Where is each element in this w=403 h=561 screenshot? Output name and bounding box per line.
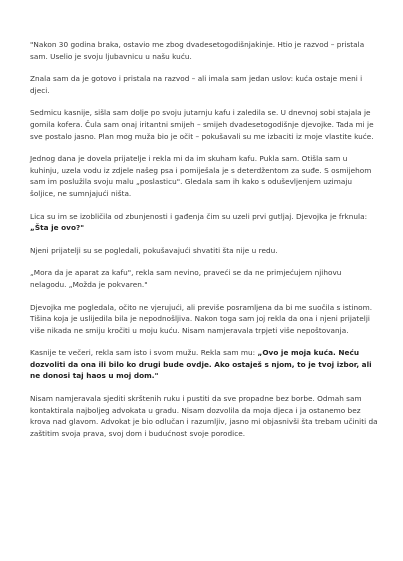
paragraph-4: Jednog dana je dovela prijatelje i rekla mi da im skuham kafu. Pukla sam. Otišla sam u kuhinju, uzela vodu iz zdjele našeg psa i pomiješala je s deterdžentom za suđe. S osmijehom sam im poslužila svoju malu „poslasticu". Gledala sam ih kako s oduševljenjem uzimaju šoljice, ne sumnjajući ništa. xyxy=(30,154,372,198)
paragraph-8: Djevojka me pogledala, očito ne vjerujući, ali previše posramljena da bi me suočila s istinom. Tišina koja je uslijedila bila je nepodnošljiva. Nakon toga sam joj rekla da ona i njeni prijatelji više nikada ne smiju kročiti u moju kuću. Nisam namjeravala trpjeti više nepoštovanja. xyxy=(30,302,373,335)
paragraph-5 xyxy=(30,211,378,234)
paragraph-9-text: Kasnije te večeri, rekla sam isto i svom mužu. Rekla sam mu: xyxy=(30,348,258,358)
paragraph-2: Znala sam da je gotovo i pristala na razvod – ali imala sam jedan uslov: kuća ostaje meni i djeci. xyxy=(30,74,363,95)
paragraph-9 xyxy=(30,347,378,382)
paragraph-9-quote: „Ovo je moja kuća. Neću dozvoliti da ona ili bilo ko drugi bude ovdje. Ako ostaješ s njom, to je tvoj izbor, ali ne donosi taj haos u moj dom." xyxy=(30,348,372,381)
paragraph-6: Njeni prijatelji su se pogledali, pokušavajući shvatiti šta nije u redu. xyxy=(30,245,278,255)
paragraph-1: "Nakon 30 godina braka, ostavio me zbog dvadesetogodišnjakinje. Htio je razvod – pristala sam. Uselio je svoju ljubavnicu u našu kuću. xyxy=(30,40,365,61)
paragraph-5-quote: „Šta je ovo?" xyxy=(30,223,85,233)
paragraph-10: Nisam namjeravala sjediti skrštenih ruku i pustiti da sve propadne bez borbe. Odmah sam kontaktirala najboljeg advokata u gradu. Nisam dozvolila da moja djeca i ja ostanemo bez krova nad glavom. Advokat je bio odlučan i razumljiv, jasno mi objasnivši šta trebam učiniti da zaštitim svoja prava, svoj dom i budućnost svoje porodice. xyxy=(30,394,378,438)
article-body xyxy=(30,39,378,450)
paragraph-7: „Mora da je aparat za kafu", rekla sam nevino, praveći se da ne primjećujem njihovu nelagodu. „Možda je pokvaren." xyxy=(30,268,342,289)
paragraph-3: Sedmicu kasnije, sišla sam dolje po svoju jutarnju kafu i zaledila se. U dnevnoj sobi stajala je gomila kofera. Čula sam onaj iritantni smijeh – smijeh dvadesetogodišnje djevojke. Tada mi je sve postalo jasno. Plan mog muža bio je očit – pokušavali su me izbaciti iz moje vlastite kuće. xyxy=(30,108,374,141)
paragraph-5-text: Lica su im se izobličila od zbunjenosti i gađenja čim su uzeli prvi gutljaj. Djevojka je frknula: xyxy=(30,211,368,221)
